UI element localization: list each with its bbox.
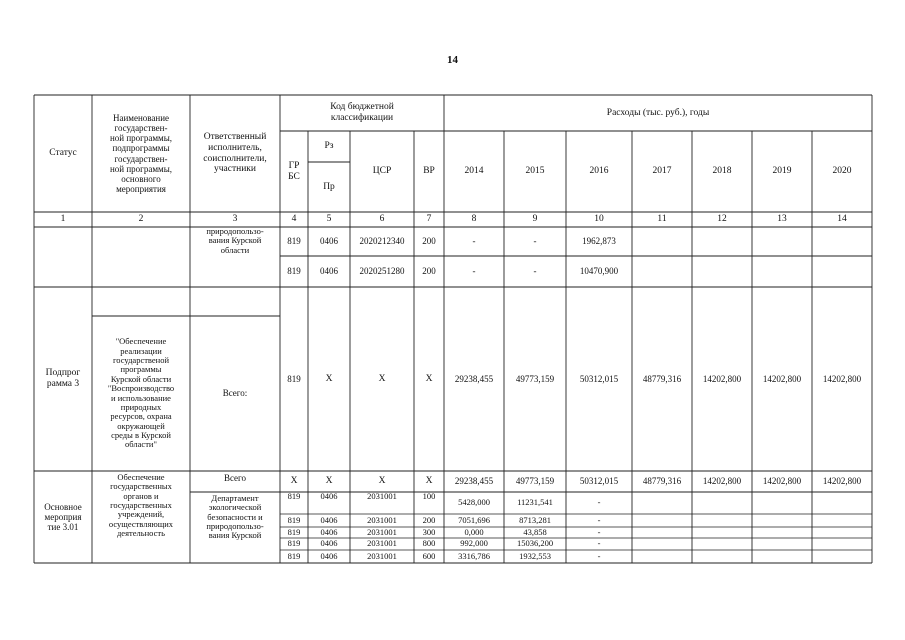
subprogram-value: 14202,800 (762, 373, 802, 384)
main-row-csr: 2031001 (367, 550, 397, 561)
main-row-csr: 2031001 (367, 538, 397, 549)
header-grbs: ГР БС (288, 160, 300, 182)
cont-responsible: природопользо- вания Курской области (206, 226, 264, 255)
main-row-grbs: 819 (287, 550, 301, 561)
cont-csr: 2020212340 (359, 236, 405, 247)
header-year: 2016 (589, 166, 609, 177)
subprogram-name: "Обеспечение реализации государственой программы Курской области "Воспроизводство и использование природных ресурсов, охрана окружающей среды в Курской области" (107, 336, 175, 450)
header-year: 2017 (652, 166, 672, 177)
header-status: Статус (49, 148, 77, 159)
main-row-csr: 2031001 (367, 526, 397, 537)
main-total-grbs: X (290, 476, 298, 487)
column-number: 8 (471, 214, 477, 225)
header-year: 2018 (712, 166, 732, 177)
main-row-2016: - (597, 497, 601, 508)
column-number: 4 (291, 214, 297, 225)
main-total-value: 14202,800 (762, 476, 802, 487)
main-row-2014: 7051,696 (458, 514, 490, 525)
subprogram-grbs: 819 (287, 373, 301, 384)
main-total-value: 14202,800 (822, 476, 862, 487)
main-event-status: Основное мероприя тие 3.01 (44, 501, 82, 533)
main-row-rz: 0406 (320, 538, 338, 549)
main-row-2015: 11231,541 (517, 497, 553, 508)
header-vr: ВР (423, 166, 435, 177)
subprogram-rz: X (325, 373, 333, 384)
main-row-2015: 15036,200 (516, 538, 554, 549)
main-row-grbs: 819 (287, 538, 301, 549)
cont-2015: - (533, 266, 537, 277)
main-row-2014: 0,000 (464, 526, 484, 537)
subprogram-vr: X (425, 373, 433, 384)
main-total-value: 14202,800 (702, 476, 742, 487)
header-year: 2015 (525, 166, 545, 177)
cont-grbs: 819 (287, 266, 301, 277)
main-row-vr: 100 (422, 491, 436, 501)
main-row-2014: 5428,000 (458, 497, 490, 508)
cont-2015: - (533, 236, 537, 247)
main-row-vr: 200 (422, 514, 436, 525)
subprogram-value: 48779,316 (642, 373, 682, 384)
column-number: 9 (532, 214, 538, 225)
column-number: 12 (717, 214, 727, 225)
column-number: 2 (138, 214, 144, 225)
subprogram-value: 50312,015 (579, 373, 619, 384)
cont-vr: 200 (422, 266, 436, 277)
header-pr: Пр (323, 181, 335, 192)
cont-2014: - (472, 266, 476, 277)
main-row-2015: 1932,553 (519, 550, 551, 561)
header-responsible: Ответственный исполнитель, соисполнители, участники (203, 132, 267, 175)
main-row-rz: 0406 (320, 514, 338, 525)
main-row-rz: 0406 (320, 491, 338, 501)
header-year: 2019 (772, 166, 792, 177)
column-number: 14 (837, 214, 847, 225)
main-event-department: Департамент экологической безопасности и природопользо- вания Курской (206, 493, 264, 541)
main-row-csr: 2031001 (367, 514, 397, 525)
main-row-2016: - (597, 514, 601, 525)
subprogram-responsible: Всего: (222, 388, 248, 399)
main-row-vr: 300 (422, 526, 436, 537)
main-row-2015: 8713,281 (519, 514, 551, 525)
main-total-value: 48779,316 (642, 476, 682, 487)
subprogram-value: 49773,159 (515, 373, 555, 384)
main-row-vr: 800 (422, 538, 436, 549)
cont-csr: 2020251280 (359, 266, 405, 277)
main-total-value: 50312,015 (579, 476, 619, 487)
header-name: Наименование государствен- ной программы, подпрограммы государствен- ной программы, основного мероприятия (109, 112, 173, 194)
main-row-rz: 0406 (320, 550, 338, 561)
main-total-value: 29238,455 (454, 476, 494, 487)
main-row-2016: - (597, 550, 601, 561)
main-row-rz: 0406 (320, 526, 338, 537)
subprogram-value: 14202,800 (702, 373, 742, 384)
column-number: 5 (326, 214, 332, 225)
cont-2016: 10470,900 (579, 266, 619, 277)
header-year: 2020 (832, 166, 852, 177)
cont-vr: 200 (422, 236, 436, 247)
subprogram-csr: X (378, 373, 386, 384)
column-number: 7 (426, 214, 432, 225)
page-number: 14 (447, 54, 458, 66)
column-number: 1 (60, 214, 66, 225)
main-row-2014: 3316,786 (458, 550, 490, 561)
main-row-2015: 43,858 (523, 526, 547, 537)
cont-2016: 1962,873 (582, 236, 616, 247)
main-row-2016: - (597, 538, 601, 549)
column-number: 3 (232, 214, 238, 225)
header-rz: Рз (324, 141, 334, 152)
header-year: 2014 (464, 166, 484, 177)
cont-2014: - (472, 236, 476, 247)
subprogram-value: 14202,800 (822, 373, 862, 384)
main-row-2014: 992,000 (460, 538, 488, 549)
main-row-grbs: 819 (287, 526, 301, 537)
header-budget-code: Код бюджетной классификации (330, 102, 394, 123)
main-total-vr: X (425, 476, 433, 487)
main-total-csr: X (378, 476, 386, 487)
column-number: 6 (379, 214, 385, 225)
column-number: 13 (777, 214, 787, 225)
cont-rzpr: 0406 (320, 266, 338, 277)
main-event-total-label: Всего (223, 472, 247, 483)
header-expenses: Расходы (тыс. руб.), годы (606, 107, 710, 118)
main-row-2016: - (597, 526, 601, 537)
header-csr: ЦСР (372, 166, 392, 177)
cont-grbs: 819 (287, 236, 301, 247)
main-row-vr: 600 (422, 550, 436, 561)
main-event-name: Обеспечение государственных органов и государственных учреждений, осуществляющих деятельность (108, 472, 174, 539)
main-total-value: 49773,159 (515, 476, 555, 487)
main-total-rz: X (325, 476, 333, 487)
subprogram-value: 29238,455 (454, 373, 494, 384)
cont-rzpr: 0406 (320, 236, 338, 247)
column-number: 10 (594, 214, 604, 225)
main-row-grbs: 819 (287, 514, 301, 525)
subprogram-status: Подпрог рамма 3 (45, 368, 81, 389)
column-number: 11 (657, 214, 667, 225)
main-row-grbs: 819 (287, 491, 301, 501)
main-row-csr: 2031001 (367, 491, 397, 501)
